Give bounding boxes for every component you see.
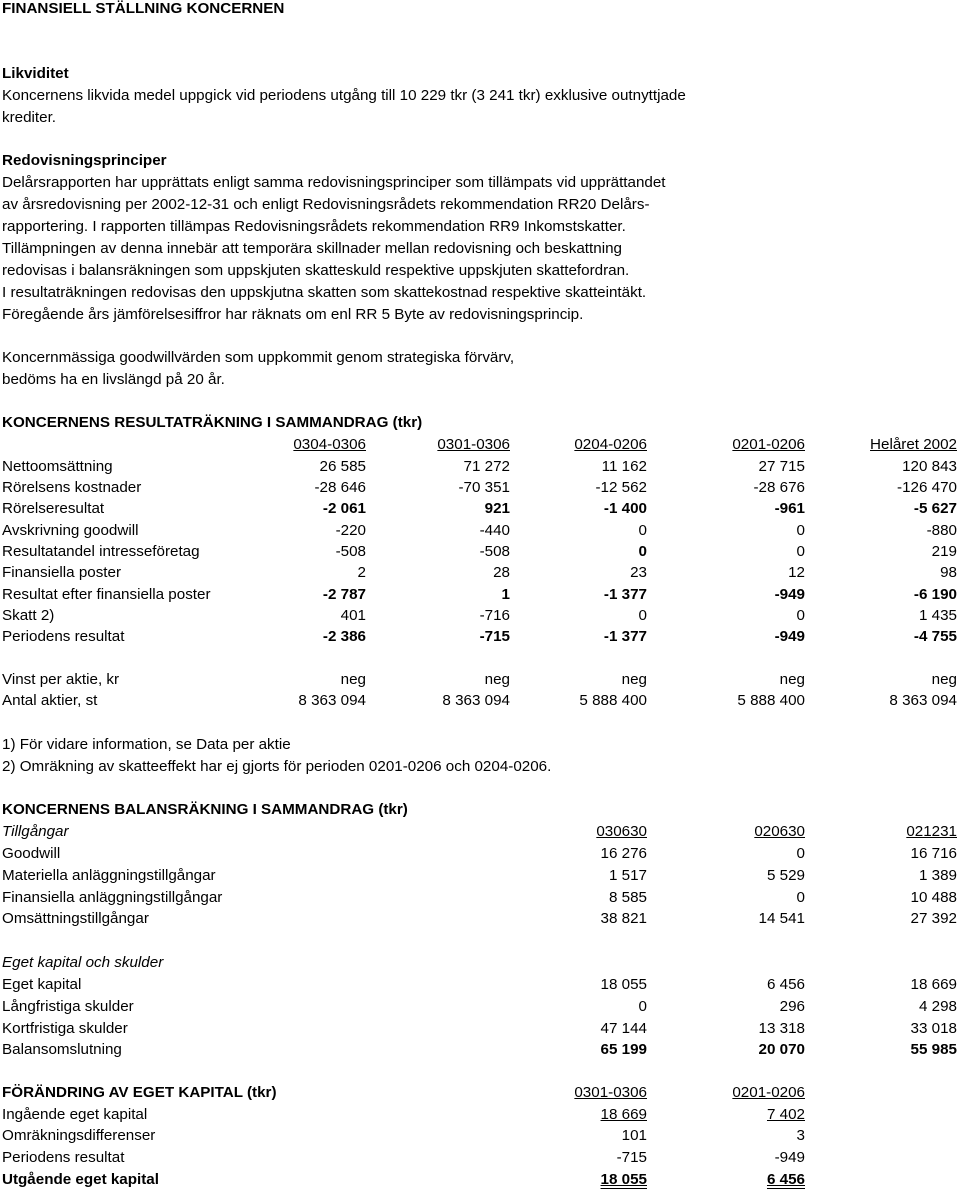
table-row xyxy=(2,585,958,605)
cell: 13 318 xyxy=(758,1020,805,1037)
table-row xyxy=(2,563,958,583)
cell: neg xyxy=(931,671,957,688)
table-row xyxy=(2,691,958,711)
cell: -220 xyxy=(335,522,366,539)
row-label: Eget kapital xyxy=(2,976,82,993)
cell: -508 xyxy=(335,543,366,560)
cell: 38 821 xyxy=(600,910,647,927)
accounting-line: Tillämpningen av denna innebär att temporära skillnader mellan redovisning och beskattning xyxy=(2,240,622,257)
cell: 14 541 xyxy=(758,910,805,927)
goodwill-line: bedöms ha en livslängd på 20 år. xyxy=(2,371,225,388)
cell: 0 xyxy=(638,522,647,539)
equity-heading: FÖRÄNDRING AV EGET KAPITAL (tkr) xyxy=(2,1084,277,1101)
table-row xyxy=(2,542,958,562)
cell: -716 xyxy=(479,607,510,624)
cell: 8 363 094 xyxy=(442,692,510,709)
accounting-line: Föregående års jämförelsesiffror har räknats om enl RR 5 Byte av redovisningsprincip. xyxy=(2,306,584,323)
cell: 6 456 xyxy=(766,976,805,993)
cell: neg xyxy=(779,671,805,688)
equity-header-row xyxy=(2,1083,958,1103)
accounting-line: redovisas i balansräkningen som uppskjuten skatteskuld respektive uppskjuten skattefordran. xyxy=(2,262,630,279)
cell: 98 xyxy=(940,564,957,581)
cell: -1 377 xyxy=(603,628,647,645)
cell: -126 470 xyxy=(897,479,957,496)
table-row xyxy=(2,457,958,477)
table-row xyxy=(2,478,958,498)
footnote: 2) Omräkning av skatteeffekt har ej gjorts för perioden 0201-0206 och 0204-0206. xyxy=(2,758,552,775)
table-row xyxy=(2,866,958,886)
row-label: Omsättningstillgångar xyxy=(2,910,149,927)
page-title: FINANSIELL STÄLLNING KONCERNEN xyxy=(2,0,285,17)
table-row xyxy=(2,1148,958,1168)
cell: 18 055 xyxy=(600,1171,647,1188)
cell: 0 xyxy=(796,607,805,624)
row-label: Goodwill xyxy=(2,845,61,862)
cell: neg xyxy=(621,671,647,688)
cell: 8 585 xyxy=(608,889,647,906)
table-row xyxy=(2,975,958,995)
cell: 1 517 xyxy=(608,867,647,884)
cell: 18 669 xyxy=(600,1106,647,1123)
table-row xyxy=(2,888,958,908)
cell: 18 055 xyxy=(600,976,647,993)
cell: 401 xyxy=(340,607,366,624)
cell: 0 xyxy=(796,889,805,906)
cell: -1 377 xyxy=(603,586,647,603)
row-label: Periodens resultat xyxy=(2,628,125,645)
row-label: Omräkningsdifferenser xyxy=(2,1127,156,1144)
cell: 3 xyxy=(796,1127,805,1144)
cell: 12 xyxy=(788,564,805,581)
cell: 0 xyxy=(638,543,647,560)
table-row xyxy=(2,909,958,929)
cell: 16 716 xyxy=(910,845,957,862)
cell: -70 351 xyxy=(458,479,510,496)
assets-label: Tillgångar xyxy=(2,823,69,840)
column-header: 0304-0306 xyxy=(293,436,366,453)
row-label: Ingående eget kapital xyxy=(2,1106,148,1123)
cell: 0 xyxy=(796,845,805,862)
accounting-line: Delårsrapporten har upprättats enligt samma redovisningsprinciper som tillämpats vid upprättandet xyxy=(2,174,666,191)
table-row xyxy=(2,606,958,626)
row-label: Rörelsens kostnader xyxy=(2,479,142,496)
table-row xyxy=(2,499,958,519)
row-label: Avskrivning goodwill xyxy=(2,522,139,539)
cell: 27 715 xyxy=(758,458,805,475)
table-row xyxy=(2,1170,958,1190)
cell: 296 xyxy=(779,998,805,1015)
cell: 8 363 094 xyxy=(889,692,957,709)
column-header: Helåret 2002 xyxy=(870,436,957,453)
cell: -4 755 xyxy=(913,628,957,645)
cell: -2 787 xyxy=(322,586,366,603)
cell: 8 363 094 xyxy=(298,692,366,709)
cell: 2 xyxy=(357,564,366,581)
cell: -28 676 xyxy=(753,479,805,496)
cell: 0 xyxy=(796,522,805,539)
accounting-line: I resultaträkningen redovisas den uppskjutna skatten som skattekostnad respektive skatteintäkt. xyxy=(2,284,647,301)
balance-header-row xyxy=(2,822,958,842)
cell: 1 xyxy=(501,586,510,603)
cell: 219 xyxy=(931,543,957,560)
cell: 101 xyxy=(621,1127,647,1144)
cell: -28 646 xyxy=(314,479,366,496)
cell: 28 xyxy=(493,564,510,581)
row-label: Långfristiga skulder xyxy=(2,998,134,1015)
table-row xyxy=(2,1126,958,1146)
accounting-line: rapportering. I rapporten tillämpas Redovisningsrådets rekommendation RR9 Inkomstskatter. xyxy=(2,218,626,235)
cell: 0 xyxy=(638,998,647,1015)
cell: 5 529 xyxy=(766,867,805,884)
cell: 33 018 xyxy=(910,1020,957,1037)
cell: -715 xyxy=(616,1149,647,1166)
cell: 65 199 xyxy=(600,1041,647,1058)
cell: 6 456 xyxy=(766,1171,805,1188)
cell: -12 562 xyxy=(595,479,647,496)
goodwill-line: Koncernmässiga goodwillvärden som uppkommit genom strategiska förvärv, xyxy=(2,349,515,366)
row-label: Kortfristiga skulder xyxy=(2,1020,128,1037)
cell: -880 xyxy=(926,522,957,539)
cell: -5 627 xyxy=(913,500,957,517)
cell: 1 435 xyxy=(918,607,957,624)
row-label: Finansiella anläggningstillgångar xyxy=(2,889,223,906)
table-row xyxy=(2,1105,958,1125)
column-header: 020630 xyxy=(754,823,805,840)
cell: 55 985 xyxy=(910,1041,957,1058)
column-header: 0301-0306 xyxy=(574,1084,647,1101)
cell: -961 xyxy=(774,500,805,517)
liquidity-line: Koncernens likvida medel uppgick vid periodens utgång till 10 229 tkr (3 241 tkr) exklusive outnyttjade xyxy=(2,87,686,104)
cell: -949 xyxy=(774,586,805,603)
footnote: 1) För vidare information, se Data per aktie xyxy=(2,736,291,753)
row-label: Nettoomsättning xyxy=(2,458,113,475)
row-label: Resultat efter finansiella poster xyxy=(2,586,211,603)
column-header: 0201-0206 xyxy=(732,1084,805,1101)
table-row xyxy=(2,670,958,690)
row-label: Finansiella poster xyxy=(2,564,122,581)
balance-heading: KONCERNENS BALANSRÄKNING I SAMMANDRAG (tkr) xyxy=(2,801,408,818)
cell: 4 298 xyxy=(918,998,957,1015)
cell: -2 061 xyxy=(322,500,366,517)
cell: -715 xyxy=(479,628,510,645)
table-row xyxy=(2,521,958,541)
cell: -949 xyxy=(774,628,805,645)
column-header: 030630 xyxy=(596,823,647,840)
cell: 71 272 xyxy=(463,458,510,475)
liabilities-label: Eget kapital och skulder xyxy=(2,954,164,971)
liabilities-header-row xyxy=(2,953,958,973)
row-label: Materiella anläggningstillgångar xyxy=(2,867,216,884)
cell: 11 162 xyxy=(601,458,647,475)
cell: -508 xyxy=(479,543,510,560)
cell: 0 xyxy=(796,543,805,560)
cell: 26 585 xyxy=(319,458,366,475)
cell: -1 400 xyxy=(603,500,647,517)
column-header: 021231 xyxy=(906,823,957,840)
cell: 5 888 400 xyxy=(737,692,805,709)
cell: -440 xyxy=(479,522,510,539)
cell: neg xyxy=(340,671,366,688)
cell: 7 402 xyxy=(766,1106,805,1123)
table-row xyxy=(2,997,958,1017)
cell: 1 389 xyxy=(918,867,957,884)
cell: 5 888 400 xyxy=(579,692,647,709)
cell: 23 xyxy=(630,564,647,581)
cell: neg xyxy=(484,671,510,688)
accounting-line: av årsredovisning per 2002-12-31 och enligt Redovisningsrådets rekommendation RR20 Delårs- xyxy=(2,196,650,213)
accounting-heading: Redovisningsprinciper xyxy=(2,152,167,169)
row-label: Skatt 2) xyxy=(2,607,55,624)
liquidity-heading: Likviditet xyxy=(2,65,69,82)
row-label: Resultatandel intresseföretag xyxy=(2,543,200,560)
row-label: Periodens resultat xyxy=(2,1149,125,1166)
table-row xyxy=(2,844,958,864)
table-row xyxy=(2,1040,958,1060)
row-label: Balansomslutning xyxy=(2,1041,122,1058)
column-header: 0301-0306 xyxy=(437,436,510,453)
row-label: Rörelseresultat xyxy=(2,500,105,517)
column-header: 0201-0206 xyxy=(732,436,805,453)
cell: 18 669 xyxy=(910,976,957,993)
column-header: 0204-0206 xyxy=(574,436,647,453)
income-heading: KONCERNENS RESULTATRÄKNING I SAMMANDRAG (tkr) xyxy=(2,414,423,431)
cell: -949 xyxy=(774,1149,805,1166)
cell: 10 488 xyxy=(910,889,957,906)
cell: 921 xyxy=(484,500,510,517)
liquidity-line: krediter. xyxy=(2,109,57,126)
table-row xyxy=(2,1019,958,1039)
cell: -6 190 xyxy=(913,586,957,603)
row-label: Vinst per aktie, kr xyxy=(2,671,120,688)
row-label: Utgående eget kapital xyxy=(2,1171,159,1188)
cell: 0 xyxy=(638,607,647,624)
cell: 27 392 xyxy=(910,910,957,927)
cell: 47 144 xyxy=(600,1020,647,1037)
cell: 20 070 xyxy=(758,1041,805,1058)
cell: 120 843 xyxy=(902,458,957,475)
table-row xyxy=(2,627,958,647)
cell: 16 276 xyxy=(600,845,647,862)
row-label: Antal aktier, st xyxy=(2,692,98,709)
cell: -2 386 xyxy=(322,628,366,645)
income-header-row xyxy=(2,435,958,455)
